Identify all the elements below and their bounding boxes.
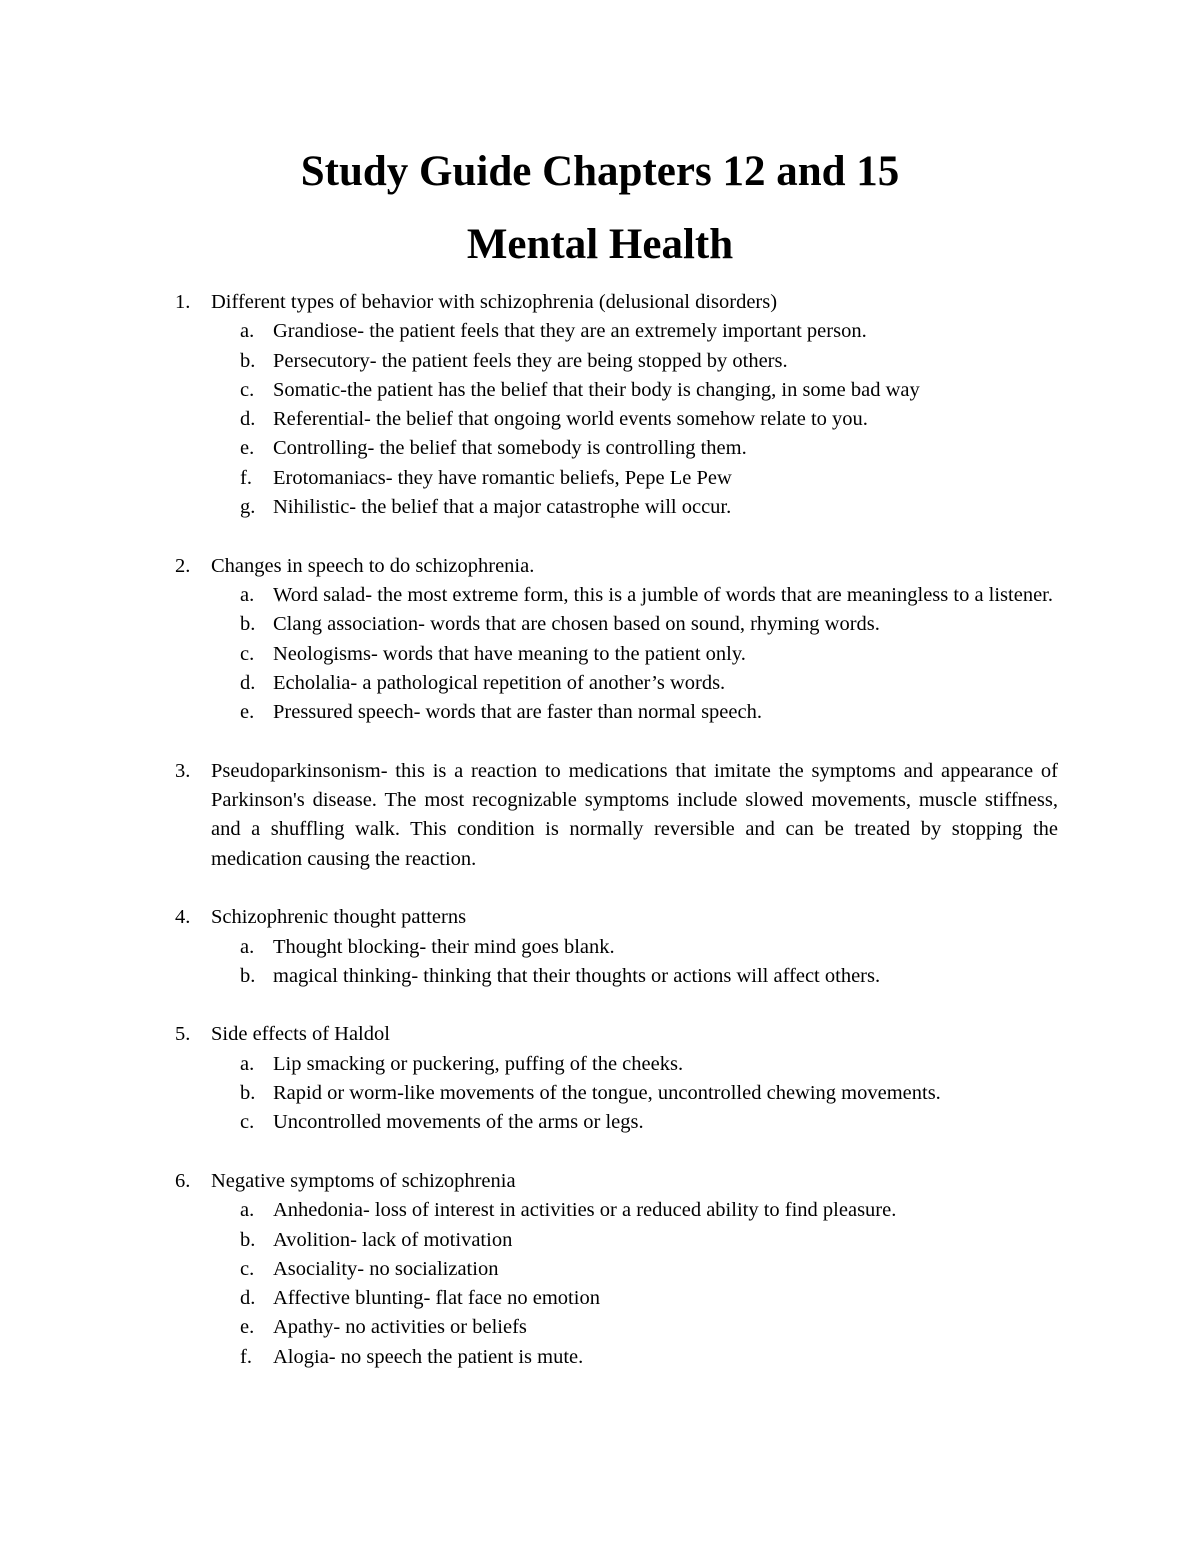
sub-item xyxy=(0,640,1200,669)
item-number: 1. xyxy=(175,291,191,313)
sub-item-letter: b. xyxy=(240,964,256,987)
item-text: Negative symptoms of schizophrenia xyxy=(211,1169,516,1192)
sub-item-text: Clang association- words that are chosen based on sound, rhyming words. xyxy=(273,613,880,636)
sub-item xyxy=(0,347,1200,376)
sub-item xyxy=(0,1108,1200,1137)
sub-item-text: Anhedonia- loss of interest in activities or a reduced ability to find pleasure. xyxy=(273,1199,897,1222)
sub-item xyxy=(0,933,1200,962)
sub-item xyxy=(0,581,1200,610)
sub-item-text: Persecutory- the patient feels they are being stopped by others. xyxy=(273,349,788,372)
sub-item xyxy=(0,1196,1200,1225)
sub-item-text: Asociality- no socialization xyxy=(273,1257,499,1280)
sub-item-text: Pressured speech- words that are faster than normal speech. xyxy=(273,701,762,724)
sub-item xyxy=(0,493,1200,522)
sub-item-letter: c. xyxy=(240,378,255,401)
item-number: 6. xyxy=(175,1169,191,1192)
sub-item-text: Grandiose- the patient feels that they are an extremely important person. xyxy=(273,320,867,343)
sub-item xyxy=(0,1313,1200,1342)
sub-item-letter: e. xyxy=(240,1316,255,1339)
sub-item-letter: a. xyxy=(240,1052,255,1075)
sub-item xyxy=(0,1255,1200,1284)
study-list xyxy=(0,288,1200,1372)
sub-item-text: Erotomaniacs- they have romantic beliefs, Pepe Le Pew xyxy=(273,466,732,489)
sub-item-text: Echolalia- a pathological repetition of another’s words. xyxy=(273,671,726,694)
sub-item-letter: b. xyxy=(240,1082,256,1105)
sub-item-text: magical thinking- thinking that their thoughts or actions will affect others. xyxy=(273,964,881,987)
sub-item-letter: c. xyxy=(240,1111,255,1134)
sub-item xyxy=(0,1050,1200,1079)
item-text: Schizophrenic thought patterns xyxy=(211,906,467,929)
sub-item-letter: c. xyxy=(240,642,255,665)
sub-item-text: Uncontrolled movements of the arms or legs. xyxy=(273,1111,644,1134)
item-text: Pseudoparkinsonism- this is a reaction to medications that imitate the symptoms and appearance of Parkinson's disease. The most recognizable symptoms include slowed movements, muscle stiffness, and a shuffling walk. This condition is normally reversible and can be treated by stopping the medication causing the reaction. xyxy=(211,759,1058,870)
sub-item-letter: b. xyxy=(240,1228,256,1251)
sub-item-text: Somatic-the patient has the belief that their body is changing, in some bad way xyxy=(273,378,920,401)
sub-item xyxy=(0,1079,1200,1108)
list-item-4 xyxy=(0,903,1200,991)
item-number: 4. xyxy=(175,906,191,929)
sub-item-letter: a. xyxy=(240,935,255,958)
sub-item-letter: f. xyxy=(240,466,252,489)
item-number: 3. xyxy=(175,759,191,782)
sub-item-text: Apathy- no activities or beliefs xyxy=(273,1316,527,1339)
list-item-3 xyxy=(0,757,1200,874)
sub-item xyxy=(0,434,1200,463)
sub-item xyxy=(0,669,1200,698)
list-item-5 xyxy=(0,1020,1200,1137)
sub-item-text: Rapid or worm-like movements of the tongue, uncontrolled chewing movements. xyxy=(273,1082,941,1105)
sub-item-text: Referential- the belief that ongoing world events somehow relate to you. xyxy=(273,408,868,431)
sub-item-letter: d. xyxy=(240,1287,256,1310)
sub-item-letter: e. xyxy=(240,437,255,460)
sub-item-text: Word salad- the most extreme form, this is a jumble of words that are meaningless to a listener. xyxy=(273,583,1054,606)
sub-item-letter: a. xyxy=(240,320,255,343)
list-item-2 xyxy=(0,552,1200,728)
sub-item xyxy=(0,464,1200,493)
item-text: Different types of behavior with schizophrenia (delusional disorders) xyxy=(211,291,778,313)
sub-item xyxy=(0,698,1200,727)
sub-item-text: Affective blunting- flat face no emotion xyxy=(273,1287,600,1310)
sub-item-text: Thought blocking- their mind goes blank. xyxy=(273,935,615,958)
sub-item xyxy=(0,1284,1200,1313)
sub-item-letter: e. xyxy=(240,701,255,724)
sub-item-text: Neologisms- words that have meaning to the patient only. xyxy=(273,642,746,665)
sub-item xyxy=(0,317,1200,346)
list-item-6 xyxy=(0,1167,1200,1372)
item-number: 5. xyxy=(175,1023,191,1046)
sub-item-text: Avolition- lack of motivation xyxy=(273,1228,513,1251)
sub-item-text: Controlling- the belief that somebody is controlling them. xyxy=(273,437,747,460)
sub-item-letter: f. xyxy=(240,1345,252,1368)
sub-item-letter: d. xyxy=(240,671,256,694)
item-text: Changes in speech to do schizophrenia. xyxy=(211,554,535,577)
sub-item xyxy=(0,376,1200,405)
page-title: Study Guide Chapters 12 and 15 xyxy=(300,148,900,195)
sub-item-letter: g. xyxy=(240,496,256,519)
page-subtitle: Mental Health xyxy=(466,221,734,268)
sub-item-letter: d. xyxy=(240,408,256,431)
item-text: Side effects of Haldol xyxy=(211,1023,390,1046)
sub-item-letter: a. xyxy=(240,1199,255,1222)
sub-item-letter: c. xyxy=(240,1257,255,1280)
sub-item-letter: a. xyxy=(240,583,255,606)
sub-item-text: Nihilistic- the belief that a major catastrophe will occur. xyxy=(273,496,732,519)
sub-item-letter: b. xyxy=(240,613,256,636)
sub-item xyxy=(0,1226,1200,1255)
item-number: 2. xyxy=(175,554,191,577)
sub-item-text: Alogia- no speech the patient is mute. xyxy=(273,1345,584,1368)
sub-item-letter: b. xyxy=(240,349,256,372)
sub-item xyxy=(0,610,1200,639)
sub-item-text: Lip smacking or puckering, puffing of the cheeks. xyxy=(273,1052,684,1075)
sub-item xyxy=(0,962,1200,991)
sub-item xyxy=(0,1343,1200,1372)
sub-item xyxy=(0,405,1200,434)
list-item-1 xyxy=(0,288,1200,522)
